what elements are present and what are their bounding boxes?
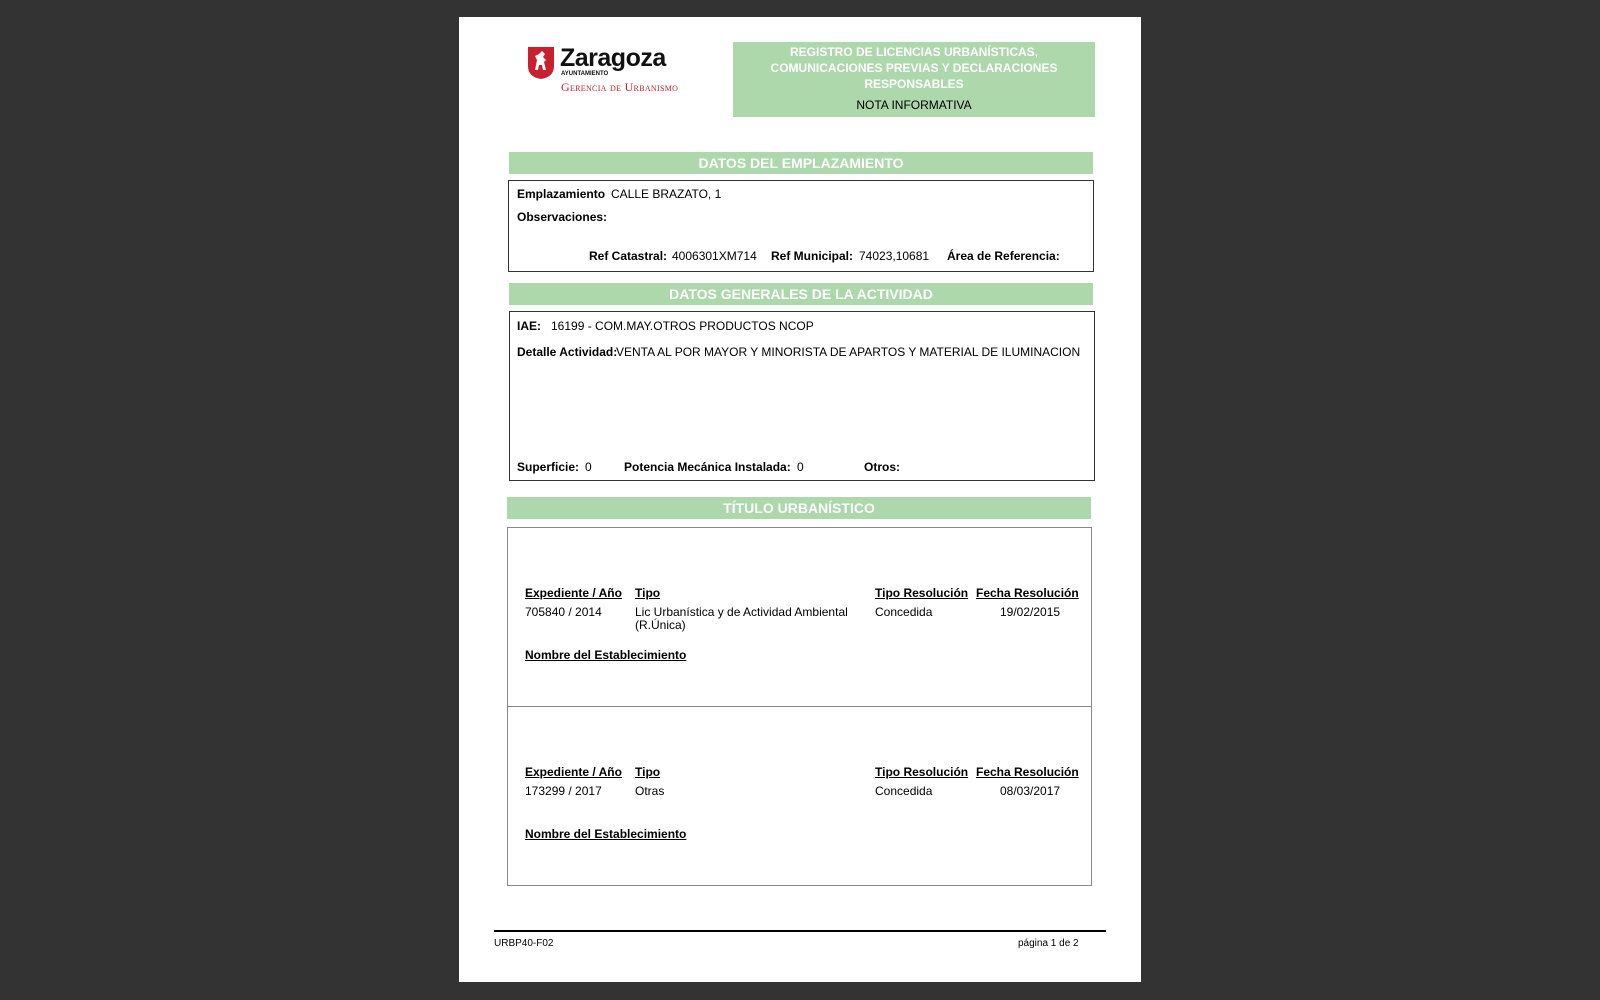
col-fecha-resolucion-header: Fecha Resolución xyxy=(976,765,1079,779)
col-tipo-header: Tipo xyxy=(635,765,661,779)
emplazamiento-label: Emplazamiento xyxy=(517,187,606,201)
titulo-record-box xyxy=(507,706,1092,886)
observaciones-label: Observaciones: xyxy=(517,210,608,224)
fecha-resolucion-value: 19/02/2015 xyxy=(1000,605,1061,619)
col-tipo-resolucion-header: Tipo Resolución xyxy=(875,765,969,779)
potencia-value: 0 xyxy=(797,460,804,474)
registry-subtitle: NOTA INFORMATIVA xyxy=(856,98,972,112)
lion-shield-icon xyxy=(527,46,555,80)
footer-code: URBP40-F02 xyxy=(494,938,554,949)
registry-header xyxy=(733,42,1095,117)
footer-divider xyxy=(494,930,1106,932)
section-titulo-title: TÍTULO URBANÍSTICO xyxy=(507,497,1091,519)
iae-label: IAE: xyxy=(517,319,541,333)
expediente-value: 173299 / 2017 xyxy=(525,784,602,798)
col-expediente-header: Expediente / Año xyxy=(525,765,622,779)
logo-sub: AYUNTAMIENTO xyxy=(561,71,609,77)
detalle-actividad-value: VENTA AL POR MAYOR Y MINORISTA DE APARTOS Y MATERIAL DE ILUMINACION xyxy=(616,345,1081,359)
registry-title: REGISTRO DE LICENCIAS URBANÍSTICAS, COMUNICACIONES PREVIAS Y DECLARACIONES RESPONSABLES xyxy=(770,45,1058,91)
logo-name: Zaragoza xyxy=(560,44,666,72)
otros-label: Otros: xyxy=(864,460,900,474)
superficie-value: 0 xyxy=(585,460,592,474)
potencia-label: Potencia Mecánica Instalada: xyxy=(624,460,791,474)
nombre-establecimiento-label: Nombre del Establecimiento xyxy=(525,827,687,841)
titulo-record-box xyxy=(507,527,1092,707)
emplazamiento-box xyxy=(508,180,1094,272)
superficie-label: Superficie: xyxy=(517,460,580,474)
ref-municipal-label: Ref Municipal: xyxy=(771,249,854,263)
ref-catastral-value: 4006301XM714 xyxy=(672,249,757,263)
section-actividad-title: DATOS GENERALES DE LA ACTIVIDAD xyxy=(509,283,1093,305)
logo-gerencia: Gerencia de Urbanismo xyxy=(561,80,679,94)
col-fecha-resolucion-header: Fecha Resolución xyxy=(976,586,1079,600)
col-tipo-header: Tipo xyxy=(635,586,661,600)
area-referencia-label: Área de Referencia: xyxy=(947,249,1060,263)
ref-municipal-value: 74023,10681 xyxy=(859,249,930,263)
tipo-value-line2: (R.Única) xyxy=(635,618,686,632)
nombre-establecimiento-label: Nombre del Establecimiento xyxy=(525,648,687,662)
footer-page-number: página 1 de 2 xyxy=(1018,938,1079,949)
zaragoza-logo xyxy=(527,44,697,96)
iae-value: 16199 - COM.MAY.OTROS PRODUCTOS NCOP xyxy=(551,319,814,333)
document-page xyxy=(459,17,1141,982)
col-tipo-resolucion-header: Tipo Resolución xyxy=(875,586,969,600)
fecha-resolucion-value: 08/03/2017 xyxy=(1000,784,1061,798)
emplazamiento-value: CALLE BRAZATO, 1 xyxy=(611,187,722,201)
section-emplazamiento-title: DATOS DEL EMPLAZAMIENTO xyxy=(509,152,1093,174)
tipo-value-line1: Otras xyxy=(635,784,665,798)
ref-catastral-label: Ref Catastral: xyxy=(589,249,668,263)
tipo-resolucion-value: Concedida xyxy=(875,605,933,619)
tipo-value-line1: Lic Urbanística y de Actividad Ambiental xyxy=(635,605,848,619)
detalle-actividad-label: Detalle Actividad: xyxy=(517,345,618,359)
actividad-box xyxy=(509,311,1095,481)
tipo-resolucion-value: Concedida xyxy=(875,784,933,798)
expediente-value: 705840 / 2014 xyxy=(525,605,602,619)
col-expediente-header: Expediente / Año xyxy=(525,586,622,600)
